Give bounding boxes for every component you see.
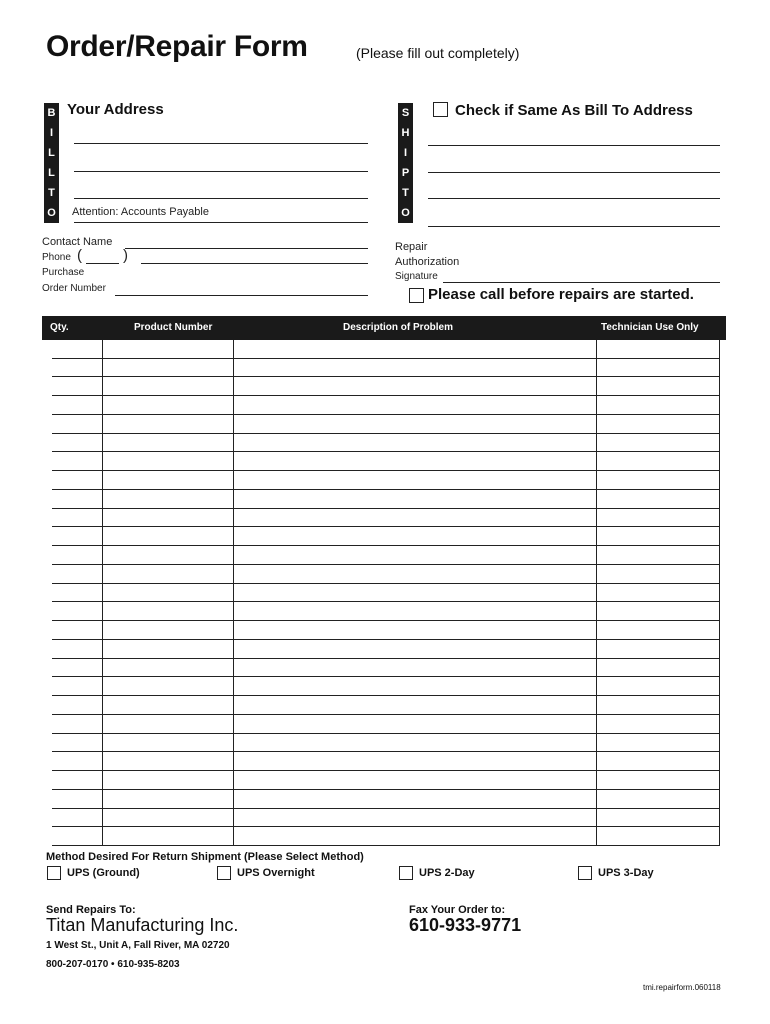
ups-3day-label: UPS 3-Day: [598, 867, 654, 879]
table-row[interactable]: [52, 376, 720, 377]
bill-address-line-3[interactable]: [74, 198, 368, 199]
table-row[interactable]: [52, 789, 720, 790]
ship-address-line-4[interactable]: [428, 226, 720, 227]
your-address-heading: Your Address: [67, 101, 164, 118]
signature-field[interactable]: [443, 282, 720, 283]
same-as-bill-label: Check if Same As Bill To Address: [455, 102, 693, 119]
phone-label: Phone: [42, 252, 71, 263]
phone-paren-open: (: [77, 247, 82, 264]
bill-to-letter: O: [47, 206, 56, 219]
ship-address-line-1[interactable]: [428, 145, 720, 146]
ups-3day-checkbox[interactable]: [578, 866, 592, 880]
table-row[interactable]: [52, 714, 720, 715]
repair-label: Repair: [395, 241, 428, 253]
table-row[interactable]: [52, 508, 720, 509]
ups-ground-label: UPS (Ground): [67, 867, 140, 879]
bill-address-line-2[interactable]: [74, 171, 368, 172]
table-row[interactable]: [52, 733, 720, 734]
table-row[interactable]: [52, 451, 720, 452]
table-row[interactable]: [52, 545, 720, 546]
table-row[interactable]: [52, 658, 720, 659]
ship-to-bar: [398, 103, 413, 223]
bill-to-letter: I: [49, 126, 54, 139]
ship-to-letter: P: [401, 166, 410, 179]
order-number-label: Order Number: [42, 283, 106, 294]
table-row[interactable]: [52, 845, 720, 846]
table-row[interactable]: [52, 676, 720, 677]
fax-label: Fax Your Order to:: [409, 904, 506, 916]
table-row[interactable]: [52, 583, 720, 584]
company-address: 1 West St., Unit A, Fall River, MA 02720: [46, 940, 230, 951]
contact-name-field[interactable]: [125, 248, 368, 249]
table-row[interactable]: [52, 808, 720, 809]
bill-to-letter: L: [48, 166, 55, 179]
form-code: tmi.repairform.060118: [643, 983, 721, 992]
ship-to-letter: O: [401, 206, 410, 219]
ship-to-letter: T: [402, 186, 409, 199]
company-phones: 800-207-0170 • 610-935-8203: [46, 959, 180, 970]
ups-ground-checkbox[interactable]: [47, 866, 61, 880]
page-title: Order/Repair Form: [46, 30, 308, 63]
page-subtitle: (Please fill out completely): [356, 45, 520, 61]
ups-overnight-label: UPS Overnight: [237, 867, 315, 879]
table-row[interactable]: [52, 826, 720, 827]
ship-to-letter: I: [403, 146, 408, 159]
table-row[interactable]: [52, 395, 720, 396]
ship-address-line-3[interactable]: [428, 198, 720, 199]
ship-address-line-2[interactable]: [428, 172, 720, 173]
ship-to-letter: H: [401, 126, 410, 139]
bill-address-line-4[interactable]: [74, 222, 368, 223]
attention-label: Attention: Accounts Payable: [72, 206, 209, 218]
col-qty: Qty.: [50, 322, 69, 333]
table-row[interactable]: [52, 751, 720, 752]
bill-to-letter: B: [47, 106, 56, 119]
authorization-label: Authorization: [395, 256, 460, 268]
col-technician: Technician Use Only: [601, 322, 699, 333]
ship-to-letter: S: [401, 106, 410, 119]
bill-to-bar: [44, 103, 59, 223]
call-before-repairs-checkbox[interactable]: [409, 288, 424, 303]
same-as-bill-checkbox[interactable]: [433, 102, 448, 117]
bill-address-line-1[interactable]: [74, 143, 368, 144]
shipping-method-heading: Method Desired For Return Shipment (Please Select Method): [46, 851, 364, 863]
phone-area-code-field[interactable]: [86, 263, 119, 264]
call-before-repairs-label: Please call before repairs are started.: [428, 286, 694, 303]
table-row[interactable]: [52, 770, 720, 771]
company-name: Titan Manufacturing Inc.: [46, 915, 239, 935]
table-row[interactable]: [52, 564, 720, 565]
col-description: Description of Problem: [343, 322, 454, 333]
order-number-field[interactable]: [115, 295, 368, 296]
ups-2day-checkbox[interactable]: [399, 866, 413, 880]
purchase-label: Purchase: [42, 267, 85, 278]
table-row[interactable]: [52, 639, 720, 640]
table-row[interactable]: [52, 414, 720, 415]
table-row[interactable]: [52, 489, 720, 490]
table-row[interactable]: [52, 433, 720, 434]
table-row[interactable]: [52, 601, 720, 602]
signature-label: Signature: [395, 271, 438, 282]
table-row[interactable]: [52, 470, 720, 471]
table-header: [42, 316, 726, 340]
ups-overnight-checkbox[interactable]: [217, 866, 231, 880]
table-row[interactable]: [52, 526, 720, 527]
table-row[interactable]: [52, 358, 720, 359]
phone-paren-close: ): [123, 247, 128, 264]
table-row[interactable]: [52, 620, 720, 621]
ups-2day-label: UPS 2-Day: [419, 867, 475, 879]
bill-to-letter: L: [48, 146, 55, 159]
phone-number-field[interactable]: [141, 263, 368, 264]
order-table[interactable]: [52, 340, 720, 846]
table-row[interactable]: [52, 695, 720, 696]
send-repairs-label: Send Repairs To:: [46, 904, 136, 916]
fax-number: 610-933-9771: [409, 915, 522, 935]
col-product-number: Product Number: [134, 322, 213, 333]
contact-name-label: Contact Name: [42, 236, 113, 248]
bill-to-letter: T: [48, 186, 55, 199]
